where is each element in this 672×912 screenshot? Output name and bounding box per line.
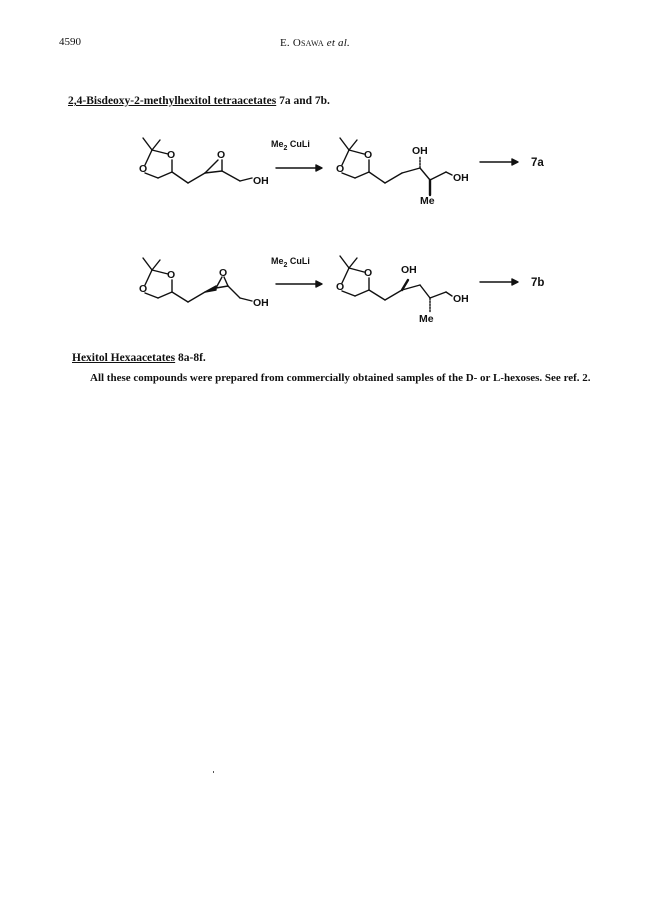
reaction-arrow-a1 [276,165,322,171]
reaction-arrow-b1 [276,281,322,287]
product-ring-oxygen-a2: O [336,163,345,175]
author-initial: E. [280,37,293,49]
scan-speck [213,771,214,773]
ring-oxygen-a2: O [139,163,148,175]
paragraph-text: All these compounds were prepared from commercially obtained samples of the D- or L-hexoses. See ref. 2. [90,372,591,384]
body-paragraph [60,369,620,388]
reaction-arrow-b2 [480,279,518,285]
section-heading-underlined: 2,4-Bisdeoxy-2-methylhexitol tetraacetates [68,95,277,107]
product-hydroxyl-a1: OH [412,145,428,157]
reagent-a: $Me_2$ CuLi [271,139,310,152]
reagent-b: $Me_2$ CuLi [271,256,310,269]
ring-oxygen-b2: O [139,283,148,295]
section-heading2-compounds: 8a-8f. [175,352,206,364]
product-ring-oxygen-b1: O [364,267,373,279]
product-diol-a [340,138,452,195]
product-diol-b [340,256,452,312]
product-hydroxyl-b2: OH [453,293,469,305]
starting-epoxide-b [143,258,252,302]
epoxide-oxygen-b: O [219,267,228,279]
starting-epoxide-a [143,138,252,183]
product-methyl-a: Me [420,195,435,207]
product-hydroxyl-a2: OH [453,172,469,184]
start-hydroxyl-b: OH [253,297,269,309]
start-hydroxyl-a: OH [253,175,269,187]
ring-oxygen-a1: O [167,149,176,161]
et-al: et al. [323,37,350,49]
reaction-arrow-a2 [480,159,518,165]
ring-oxygen-b1: O [167,269,176,281]
product-ring-oxygen-b2: O [336,281,345,293]
page-number: 4590 [59,36,81,48]
section-heading2-underlined: Hexitol Hexaacetates [72,352,176,364]
product-hydroxyl-b1: OH [401,264,417,276]
product-methyl-b: Me [419,313,434,325]
author-surname: Osawa [292,37,324,49]
compound-label-7b: 7b [531,277,545,289]
compound-label-7a: 7a [531,157,544,169]
section-heading-hexaacetates [72,352,206,364]
section-heading-compounds: 7a and 7b. [276,95,330,107]
epoxide-oxygen-a: O [217,149,226,161]
product-ring-oxygen-a1: O [364,149,373,161]
reaction-scheme [0,0,672,340]
